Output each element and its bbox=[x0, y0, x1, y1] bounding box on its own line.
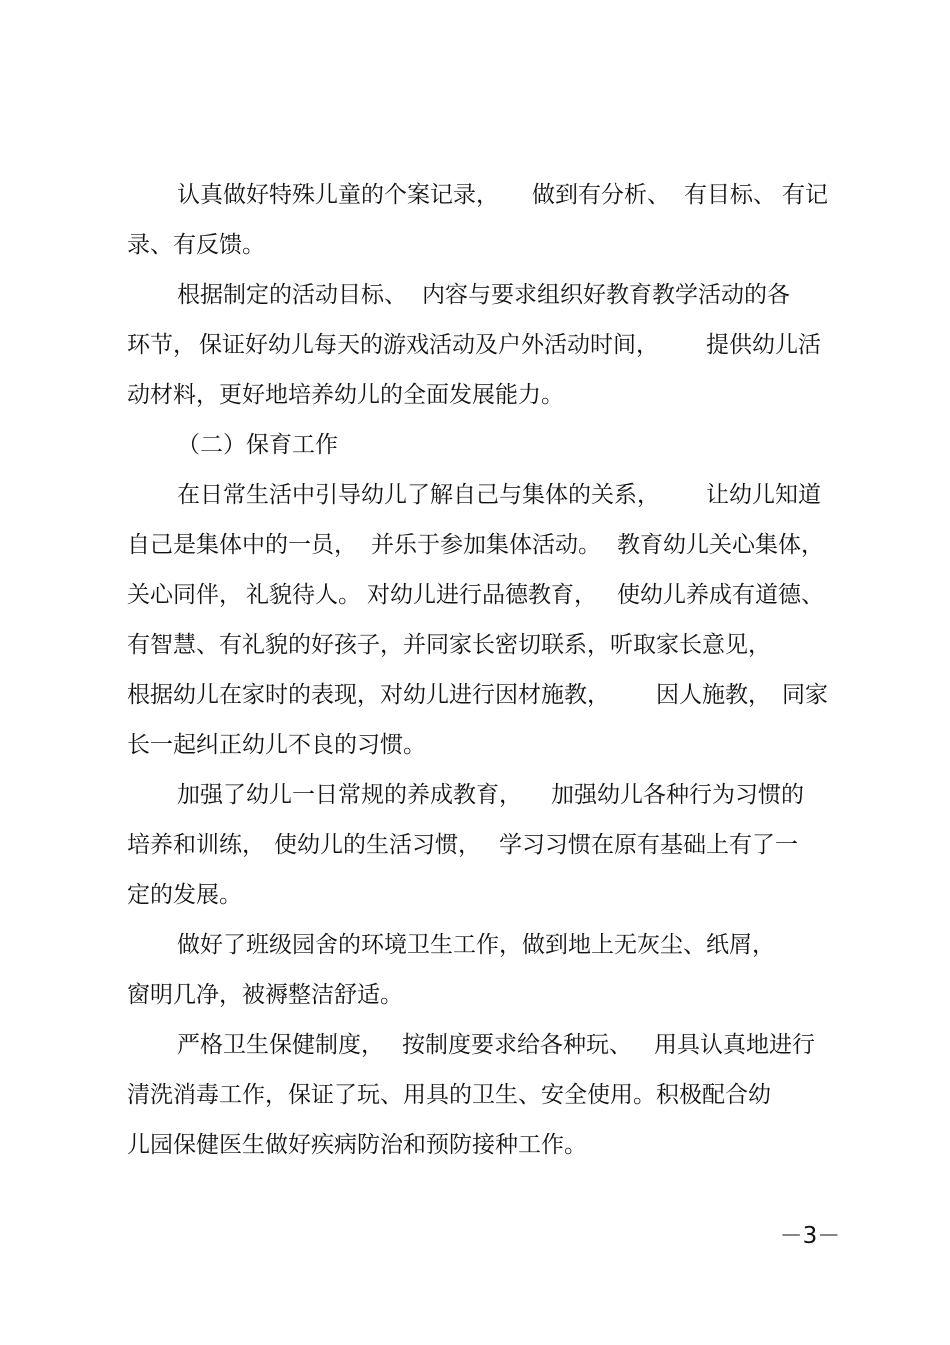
text-segment: 内容与要求组织好教育教学活动的各 bbox=[422, 282, 790, 308]
text-line-12 bbox=[0, 725, 950, 765]
text-segment: 教育幼儿关心集体， bbox=[617, 532, 824, 558]
text-line-8 bbox=[0, 525, 950, 565]
text-segment: 提供幼儿活 bbox=[706, 332, 821, 358]
text-line-19 bbox=[0, 1075, 950, 1115]
text-segment: 认真做好特殊儿童的个案记录， bbox=[177, 182, 499, 208]
text-segment: 有目标、 bbox=[684, 182, 776, 208]
text-segment: 培养和训练， bbox=[127, 832, 265, 858]
text-segment: 礼貌待人。 bbox=[246, 582, 361, 608]
text-segment: （二）保育工作 bbox=[177, 432, 338, 458]
text-segment: 自己是集体中的一员， bbox=[127, 532, 357, 558]
text-segment: 加强了幼儿一日常规的养成教育， bbox=[177, 782, 522, 808]
text-line-16 bbox=[0, 925, 950, 965]
text-segment: 根据幼儿在家时的表现，对幼儿进行因材施教， bbox=[127, 682, 610, 708]
text-segment: 因人施教， bbox=[656, 682, 771, 708]
text-segment: 在日常生活中引导幼儿了解自己与集体的关系， bbox=[177, 482, 660, 508]
text-line-17 bbox=[0, 975, 950, 1015]
text-segment: 加强幼儿各种行为习惯的 bbox=[551, 782, 804, 808]
text-segment: 按制度要求给各种玩、 bbox=[402, 1032, 632, 1058]
text-segment: 儿园保健医生做好疾病防治和预防接种工作。 bbox=[127, 1132, 587, 1158]
text-segment: 关心同伴， bbox=[127, 582, 242, 608]
section-heading bbox=[0, 425, 950, 465]
text-line-10 bbox=[0, 625, 950, 665]
text-segment: 学习习惯在原有基础上有了一 bbox=[499, 832, 798, 858]
text-segment: 保证好幼儿每天的游戏活动及户外活动时间， bbox=[199, 332, 659, 358]
text-line-5 bbox=[0, 375, 950, 415]
text-segment: 做好了班级园舍的环境卫生工作，做到地上无灰尘、纸屑， bbox=[177, 932, 775, 958]
page-number: －3－ bbox=[779, 1223, 841, 1249]
text-segment: 环节， bbox=[127, 332, 196, 358]
text-line-13 bbox=[0, 775, 950, 815]
text-segment: 有智慧、有礼貌的好孩子，并同家长密切联系，听取家长意见， bbox=[127, 632, 771, 658]
text-line-1 bbox=[0, 175, 950, 215]
text-line-9 bbox=[0, 575, 950, 615]
text-segment: 用具认真地进行 bbox=[654, 1032, 815, 1058]
text-segment: 使幼儿的生活习惯， bbox=[274, 832, 481, 858]
text-segment: 有记 bbox=[782, 182, 828, 208]
text-line-14 bbox=[0, 825, 950, 865]
text-line-7 bbox=[0, 475, 950, 515]
text-line-2 bbox=[0, 225, 950, 265]
text-segment: 定的发展。 bbox=[127, 882, 242, 908]
text-segment: 窗明几净，被褥整洁舒适。 bbox=[127, 982, 403, 1008]
text-segment: 对幼儿进行品德教育， bbox=[367, 582, 597, 608]
text-segment: 做到有分析、 bbox=[532, 182, 670, 208]
text-segment: 动材料，更好地培养幼儿的全面发展能力。 bbox=[127, 382, 564, 408]
text-segment: 根据制定的活动目标、 bbox=[177, 282, 407, 308]
text-line-3 bbox=[0, 275, 950, 315]
text-segment: 并乐于参加集体活动。 bbox=[371, 532, 601, 558]
text-line-11 bbox=[0, 675, 950, 715]
text-segment: 长一起纠正幼儿不良的习惯。 bbox=[127, 732, 426, 758]
text-segment: 让幼儿知道 bbox=[706, 482, 821, 508]
text-segment: 严格卫生保健制度， bbox=[177, 1032, 384, 1058]
text-line-4 bbox=[0, 325, 950, 365]
text-segment: 使幼儿养成有道德、 bbox=[617, 582, 824, 608]
text-segment: 录、有反馈。 bbox=[127, 232, 265, 258]
text-line-15 bbox=[0, 875, 950, 915]
text-line-20 bbox=[0, 1125, 950, 1165]
text-segment: 同家 bbox=[782, 682, 828, 708]
text-line-18 bbox=[0, 1025, 950, 1065]
text-segment: 清洗消毒工作，保证了玩、用具的卫生、安全使用。积极配合幼 bbox=[127, 1082, 771, 1108]
